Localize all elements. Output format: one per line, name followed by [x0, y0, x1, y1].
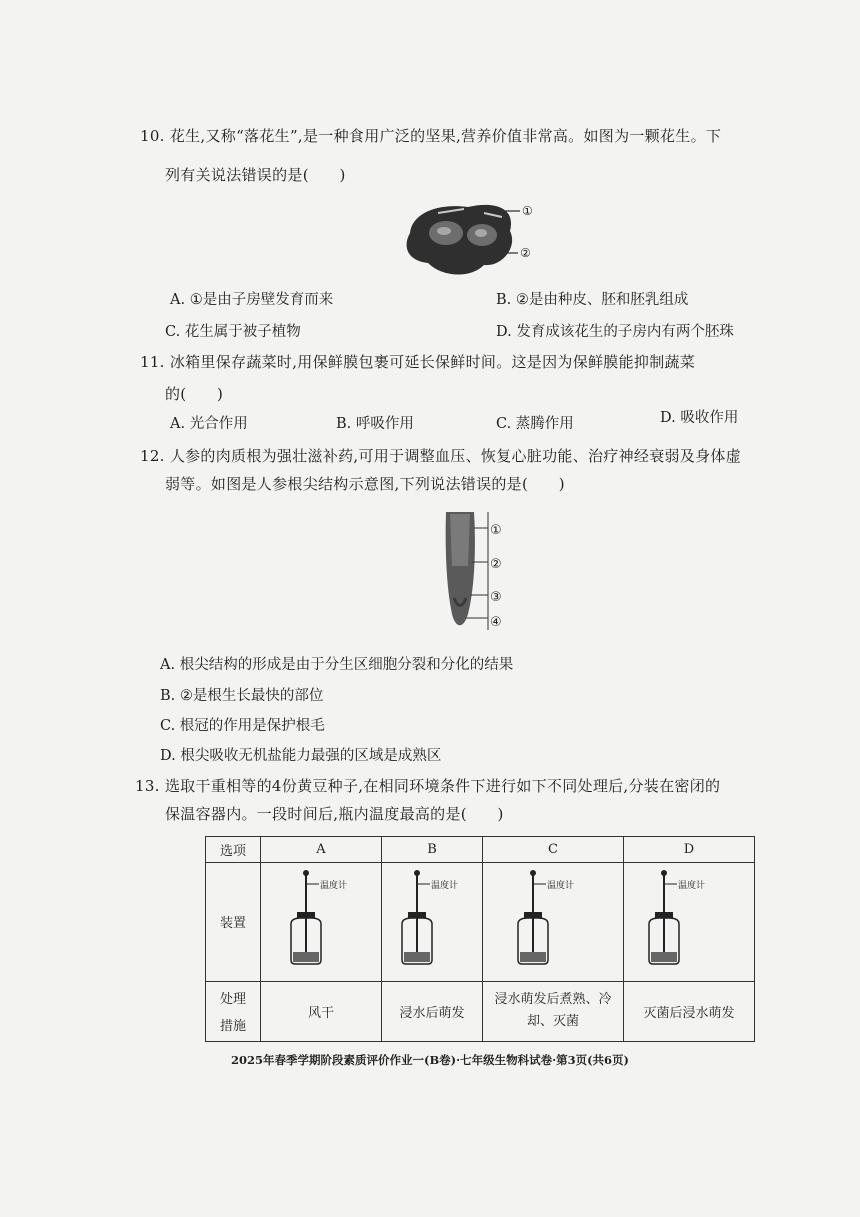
- treatment-d: 灭菌后浸水萌发: [624, 981, 755, 1041]
- q12-option-a: A. 根尖结构的形成是由于分生区细胞分裂和分化的结果: [160, 657, 514, 673]
- thermometer-label-b: 温度计: [431, 880, 459, 891]
- q11-option-a: A. 光合作用: [170, 416, 248, 432]
- root-label-2: ②: [490, 557, 502, 572]
- q12-option-c: C. 根冠的作用是保护根毛: [160, 718, 325, 734]
- q13-stem-line2: 保温容器内。一段时间后,瓶内温度最高的是( ): [165, 805, 504, 823]
- q13-stem-line1: 13. 选取干重相等的4份黄豆种子,在相同环境条件下进行如下不同处理后,分装在密闭的: [135, 777, 721, 795]
- thermometer-label-a: 温度计: [320, 880, 348, 891]
- peanut-label-2: ②: [520, 246, 531, 260]
- thermos-bottle-c: [483, 864, 623, 976]
- table-header-option: 选项: [206, 837, 261, 863]
- table-treatment-label: [206, 981, 261, 1041]
- q12-option-b: B. ②是根生长最快的部位: [160, 688, 324, 704]
- device-cell-d: [624, 863, 755, 982]
- q10-option-a: A. ①是由子房壁发育而来: [170, 292, 334, 308]
- thermometer-label-c: 温度计: [547, 880, 575, 891]
- treatment-label-line2: 措施: [219, 1019, 246, 1035]
- treatment-a: 风干: [261, 981, 382, 1041]
- peanut-figure: [398, 195, 548, 285]
- thermos-bottle-a: [261, 864, 381, 976]
- device-cell-c: [483, 863, 624, 982]
- device-cell-b: [382, 863, 483, 982]
- treatment-b: 浸水后萌发: [382, 981, 483, 1041]
- table-device-label: 装置: [206, 863, 261, 982]
- treatment-c: 浸水萌发后煮熟、冷却、灭菌: [483, 981, 624, 1041]
- root-label-3: ③: [490, 590, 502, 605]
- peanut-label-1: ①: [522, 204, 533, 218]
- thermometer-label-d: 温度计: [678, 880, 706, 891]
- root-label-1: ①: [490, 523, 502, 538]
- q10-option-b: B. ②是由种皮、胚和胚乳组成: [496, 292, 689, 308]
- q12-option-d: D. 根尖吸收无机盐能力最强的区域是成熟区: [160, 748, 442, 764]
- thermos-bottle-d: [624, 864, 754, 976]
- table-header-b: B: [382, 837, 483, 863]
- q11-option-b: B. 呼吸作用: [336, 416, 414, 432]
- q11-option-d: D. 吸收作用: [660, 410, 739, 426]
- root-tip-figure: [428, 506, 528, 636]
- table-header-a: A: [261, 837, 382, 863]
- q12-stem-line2: 弱等。如图是人参根尖结构示意图,下列说法错误的是( ): [165, 475, 565, 493]
- page-footer: 2025年春季学期阶段素质评价作业一(B卷)·七年级生物科试卷·第3页(共6页): [231, 1053, 629, 1067]
- q10-option-c: C. 花生属于被子植物: [165, 324, 301, 340]
- q12-stem-line1: 12. 人参的肉质根为强壮滋补药,可用于调整血压、恢复心脏功能、治疗神经衰弱及身体虚: [140, 447, 741, 465]
- thermos-bottle-b: [382, 864, 482, 976]
- q11-stem-line2: 的( ): [165, 385, 224, 403]
- q10-option-d: D. 发育成该花生的子房内有两个胚珠: [496, 324, 734, 340]
- q11-option-c: C. 蒸腾作用: [496, 416, 574, 432]
- treatment-label-line1: 处理: [219, 992, 246, 1008]
- device-cell-a: [261, 863, 382, 982]
- q10-stem-line2: 列有关说法错误的是( ): [165, 166, 346, 184]
- root-label-4: ④: [490, 615, 502, 630]
- q13-table: [205, 836, 755, 1042]
- table-header-d: D: [624, 837, 755, 863]
- q10-stem-line1: 10. 花生,又称“落花生”,是一种食用广泛的坚果,营养价值非常高。如图为一颗花生。下: [140, 127, 722, 145]
- table-header-c: C: [483, 837, 624, 863]
- q11-stem-line1: 11. 冰箱里保存蔬菜时,用保鲜膜包裹可延长保鲜时间。这是因为保鲜膜能抑制蔬菜: [140, 353, 696, 371]
